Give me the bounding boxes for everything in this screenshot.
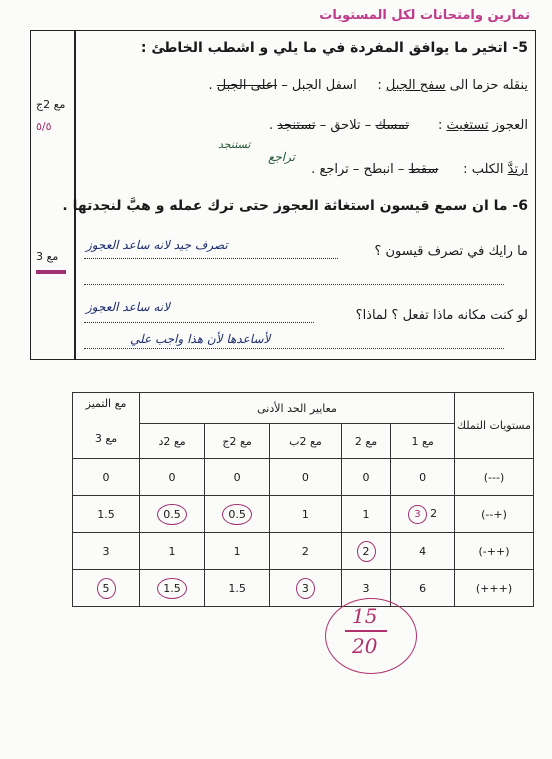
table-row bbox=[73, 570, 534, 607]
cell: 1.5 bbox=[73, 496, 140, 533]
q5-r1-word: سفح الجبل bbox=[385, 78, 446, 93]
question-5-title: 5- اتخير ما يوافق المفردة في ما يلي و اشطب الخاطئ : bbox=[140, 40, 528, 56]
th-sub-4: مع 2ج bbox=[205, 424, 270, 459]
q5-r3-opt1: سقط bbox=[408, 162, 439, 177]
q5-row-1 bbox=[208, 78, 528, 93]
th-sub-5: مع 2د bbox=[140, 424, 205, 459]
cell: 0 bbox=[270, 459, 342, 496]
cell-value: 2 bbox=[430, 506, 438, 520]
q5-r2-opt2: – تلاحق – bbox=[319, 118, 372, 133]
circled-value: 3 bbox=[296, 578, 315, 599]
q6-line-2-prefix: لو كنت مكانه ماذا تفعل ؟ لماذا؟ bbox=[355, 308, 528, 323]
q5-r3-word: الكلب bbox=[471, 162, 504, 177]
q5-r2-prefix: العجوز bbox=[492, 118, 528, 133]
table-row bbox=[73, 496, 534, 533]
row-level: (+--) bbox=[455, 496, 534, 533]
cell: 6 bbox=[391, 570, 455, 607]
cell bbox=[391, 496, 455, 533]
th-sub-6: مع 3 bbox=[94, 432, 118, 445]
answer-line-3 bbox=[84, 348, 504, 349]
scoring-table bbox=[72, 392, 534, 607]
grade-fraction-bar bbox=[345, 630, 387, 632]
cell: 1 bbox=[270, 496, 342, 533]
grade-score: 15 bbox=[352, 604, 378, 628]
th-sub-1: مع 1 bbox=[391, 424, 455, 459]
q5-r3-end: . bbox=[311, 162, 316, 177]
q5-r1-sep: : bbox=[377, 78, 382, 93]
margin-criterion-3: مع 3 bbox=[36, 250, 59, 263]
cell: 4 bbox=[391, 533, 455, 570]
cell bbox=[341, 533, 391, 570]
table-row bbox=[73, 459, 534, 496]
cell: 0 bbox=[140, 459, 205, 496]
q5-r2-opt1: تمسك bbox=[375, 118, 410, 133]
margin-mark-3 bbox=[36, 270, 66, 274]
margin-mark-2c: ٥/٥ bbox=[36, 120, 52, 133]
th-minimum: معايير الحد الأدنى bbox=[140, 393, 455, 424]
cell: 1 bbox=[140, 533, 205, 570]
cell: 3 bbox=[73, 533, 140, 570]
circled-value: 0.5 bbox=[157, 504, 187, 525]
circled-value: 0.5 bbox=[222, 504, 252, 525]
th-sub-2: مع 2 bbox=[341, 424, 391, 459]
circled-extra-mark: 3 bbox=[408, 505, 426, 524]
answer-line-1b bbox=[84, 284, 504, 285]
margin-criterion-2c: مع 2ج bbox=[36, 98, 66, 111]
cell: 0 bbox=[391, 459, 455, 496]
cell bbox=[205, 496, 270, 533]
q6-line-3-answer: لأساعدها لأن هذا واجب علي bbox=[130, 332, 271, 346]
cell bbox=[140, 496, 205, 533]
cell: 1 bbox=[205, 533, 270, 570]
q5-r3-prefix: ارتدَّ bbox=[507, 162, 528, 177]
answer-line-1a bbox=[84, 258, 338, 259]
th-sub-3: مع 2ب bbox=[270, 424, 342, 459]
q5-r3-handwritten: تراجع bbox=[268, 150, 296, 164]
q5-r2-word: تستغيث bbox=[446, 118, 489, 133]
q5-r1-prefix: ينقله حزما الى bbox=[449, 78, 528, 93]
row-level: (+++) bbox=[455, 570, 534, 607]
cell bbox=[270, 570, 342, 607]
page-header: تمارين وامتحانات لكل المستويات bbox=[319, 8, 530, 23]
answer-line-2 bbox=[84, 322, 314, 323]
q5-r2-opt3: تستنجد bbox=[277, 118, 316, 133]
row-level: (++-) bbox=[455, 533, 534, 570]
q5-r3-sep: : bbox=[463, 162, 468, 177]
cell bbox=[73, 570, 140, 607]
row-level: (---) bbox=[455, 459, 534, 496]
th-excellence-label: مع التميز bbox=[85, 397, 127, 410]
q5-r1-end: . bbox=[208, 78, 213, 93]
q5-r3-opt2: – انبطح – تراجع bbox=[319, 162, 405, 177]
th-excellence bbox=[73, 393, 140, 459]
q6-line-1-answer: تصرف جيد لانه ساعد العجوز bbox=[86, 238, 228, 252]
q6-line-1-prefix: ما رايك في تصرف قيسون ؟ bbox=[374, 244, 528, 259]
q5-row-3 bbox=[311, 162, 528, 177]
grade-total: 20 bbox=[352, 634, 378, 658]
circled-value: 1.5 bbox=[157, 578, 187, 599]
margin-divider bbox=[74, 30, 76, 360]
q5-r1-options: اسفل الجبل – bbox=[281, 78, 357, 93]
q5-r2-sep: : bbox=[437, 118, 443, 133]
q5-r1-struck: اعلى الجبل bbox=[216, 78, 278, 93]
cell: 1.5 bbox=[205, 570, 270, 607]
q5-row-2 bbox=[269, 118, 528, 133]
q6-line-2-answer: لانه ساعد العجوز bbox=[86, 300, 170, 314]
q5-r2-handwritten: تستنجد bbox=[218, 138, 251, 151]
question-6-title: 6- ما ان سمع قيسون استغاثة العجوز حتى ترك عمله و هبَّ لنجدتها . bbox=[62, 198, 528, 214]
circled-value: 2 bbox=[357, 541, 376, 562]
q5-r2-end: . bbox=[268, 118, 274, 133]
circled-value: 5 bbox=[97, 578, 116, 599]
table-row bbox=[73, 533, 534, 570]
th-levels: مستويات التملك bbox=[455, 393, 534, 459]
cell bbox=[140, 570, 205, 607]
cell: 0 bbox=[205, 459, 270, 496]
cell: 3 bbox=[341, 570, 391, 607]
cell: 1 bbox=[341, 496, 391, 533]
cell: 2 bbox=[270, 533, 342, 570]
cell: 0 bbox=[73, 459, 140, 496]
cell: 0 bbox=[341, 459, 391, 496]
